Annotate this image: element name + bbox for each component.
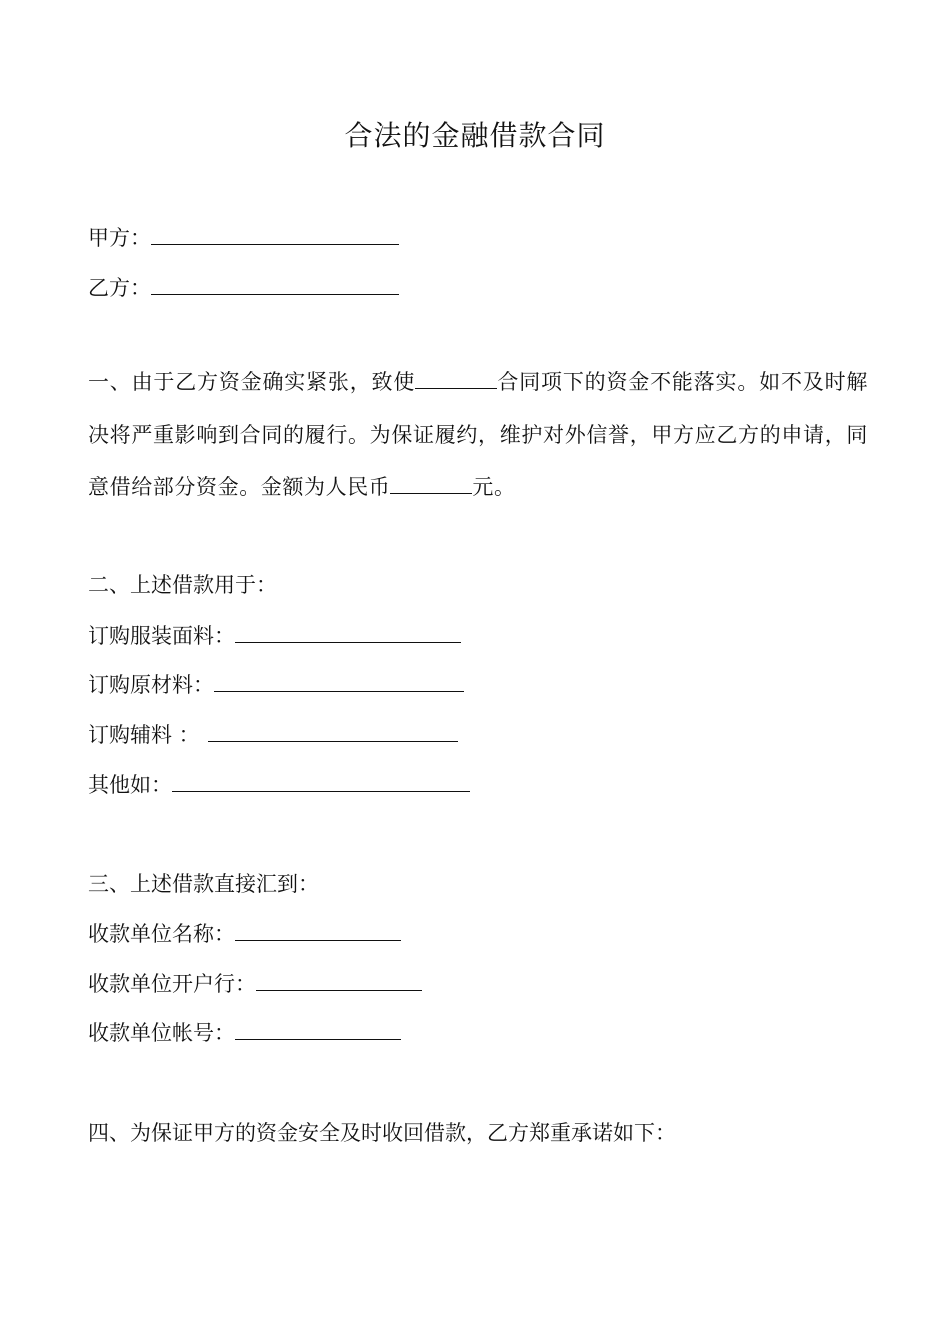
party-a-line (88, 222, 399, 253)
document-title: 合法的金融借款合同 (344, 119, 606, 152)
contract-number-blank[interactable] (415, 366, 497, 389)
purpose-item-label: 其他如： (88, 773, 172, 797)
purpose-item-accessories (88, 719, 458, 750)
payee-account-line (88, 1017, 401, 1048)
party-b-label: 乙方： (88, 276, 151, 300)
party-b-line (88, 272, 399, 303)
payee-field-label: 收款单位名称： (88, 922, 235, 946)
party-a-blank[interactable] (151, 222, 399, 245)
payee-bank-line (88, 968, 422, 999)
clause-1-text-part3: 元。 (472, 475, 516, 499)
payee-field-label: 收款单位帐号： (88, 1021, 235, 1045)
party-b-blank[interactable] (151, 272, 399, 295)
party-a-label: 甲方： (88, 226, 151, 250)
purpose-item-other (88, 769, 470, 800)
clause-1-text-part1: 一、由于乙方资金确实紧张，致使 (88, 370, 416, 394)
purpose-item-blank[interactable] (214, 669, 464, 692)
clause-3-heading: 三、上述借款直接汇到： (88, 872, 319, 896)
purpose-item-label: 订购服装面料： (88, 624, 235, 648)
purpose-item-fabric (88, 620, 461, 651)
purpose-item-label: 订购辅料 ： (88, 723, 200, 747)
purpose-item-label: 订购原材料： (88, 673, 214, 697)
clause-1-paragraph (88, 356, 868, 514)
clause-1-text-part2: 合同项下的资金不能落实。如不及时解决将严重影响到合同的履行。为保证履约，维护对外信誉，甲方应乙方的申请，同意借给部分资金。金额为人民币 (88, 370, 868, 499)
clause-4-heading: 四、为保证甲方的资金安全及时收回借款，乙方郑重承诺如下： (88, 1121, 676, 1145)
payee-name-blank[interactable] (235, 918, 401, 941)
purpose-item-blank[interactable] (208, 719, 458, 742)
purpose-item-blank[interactable] (172, 769, 470, 792)
clause-2-heading: 二、上述借款用于： (88, 573, 277, 597)
payee-bank-blank[interactable] (256, 968, 422, 991)
purpose-item-blank[interactable] (235, 620, 461, 643)
payee-field-label: 收款单位开户行： (88, 972, 256, 996)
payee-name-line (88, 918, 401, 949)
purpose-item-raw-materials (88, 669, 464, 700)
payee-account-blank[interactable] (235, 1017, 401, 1040)
loan-amount-blank[interactable] (390, 471, 472, 494)
